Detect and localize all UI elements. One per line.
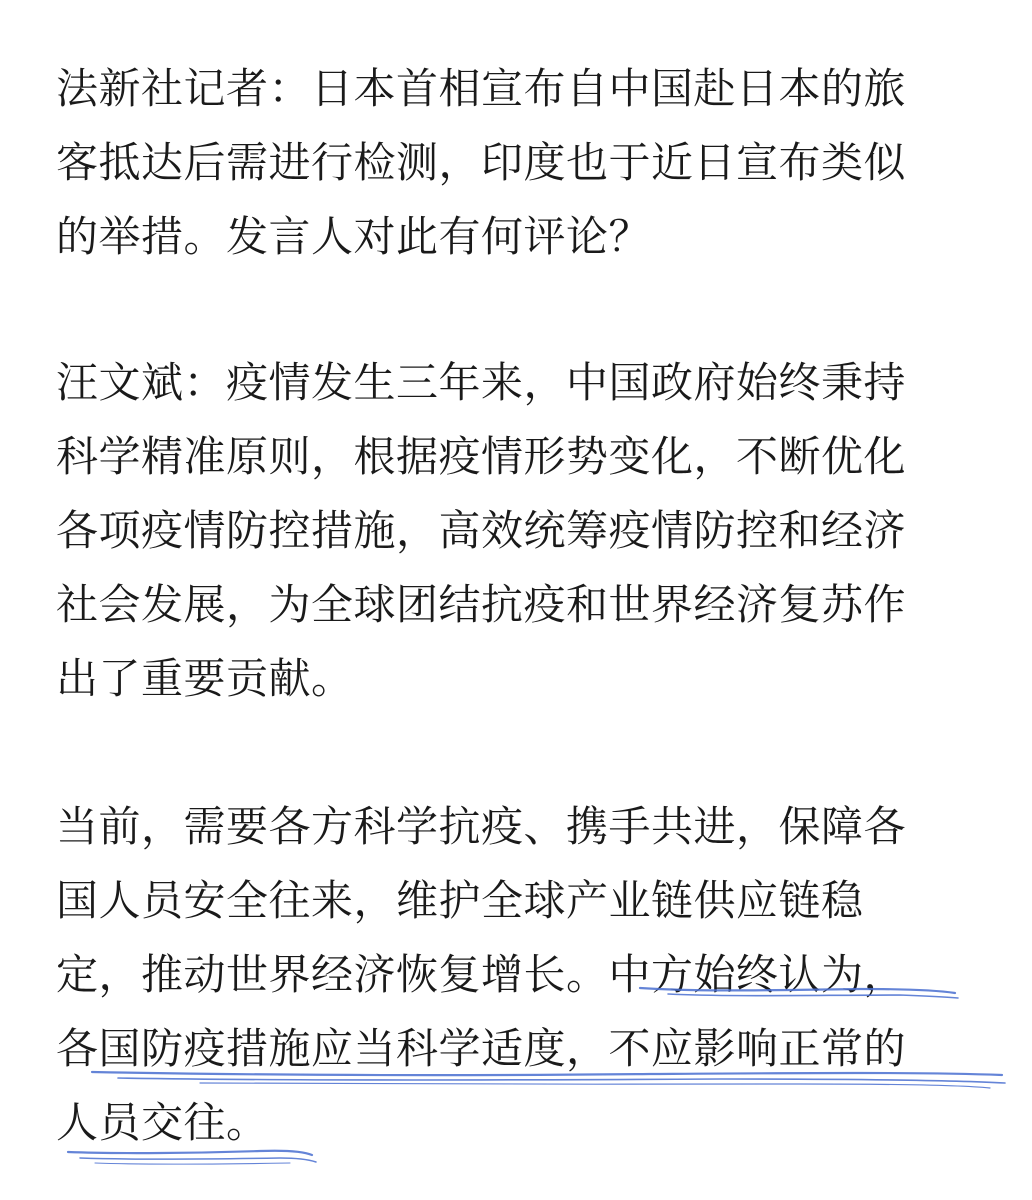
answer-paragraph: 汪文斌：疫情发生三年来，中国政府始终秉持 科学精准原则，根据疫情形势变化，不断优化 各项疫情防控措施，高效统筹疫情防控和经济 社会发展，为全球团结抗疫和世界经济复苏作 出了重要贡献。 [56, 358, 907, 703]
underline-stroke-8 [95, 1163, 290, 1164]
question-paragraph: 法新社记者：日本首相宣布自中国赴日本的旅 客抵达后需进行检测，印度也于近日宣布类似 的举措。发言人对此有何评论？ [56, 64, 907, 261]
statement-paragraph: 当前，需要各方科学抗疫、携手共进，保障各 国人员安全往来，维护全球产业链供应链稳 定，推动世界经济恢复增长。中方始终认为， 各国防疫措施应当科学适度，不应影响正常的 人员交往。 [56, 802, 907, 1147]
article-body [56, 52, 986, 1160]
